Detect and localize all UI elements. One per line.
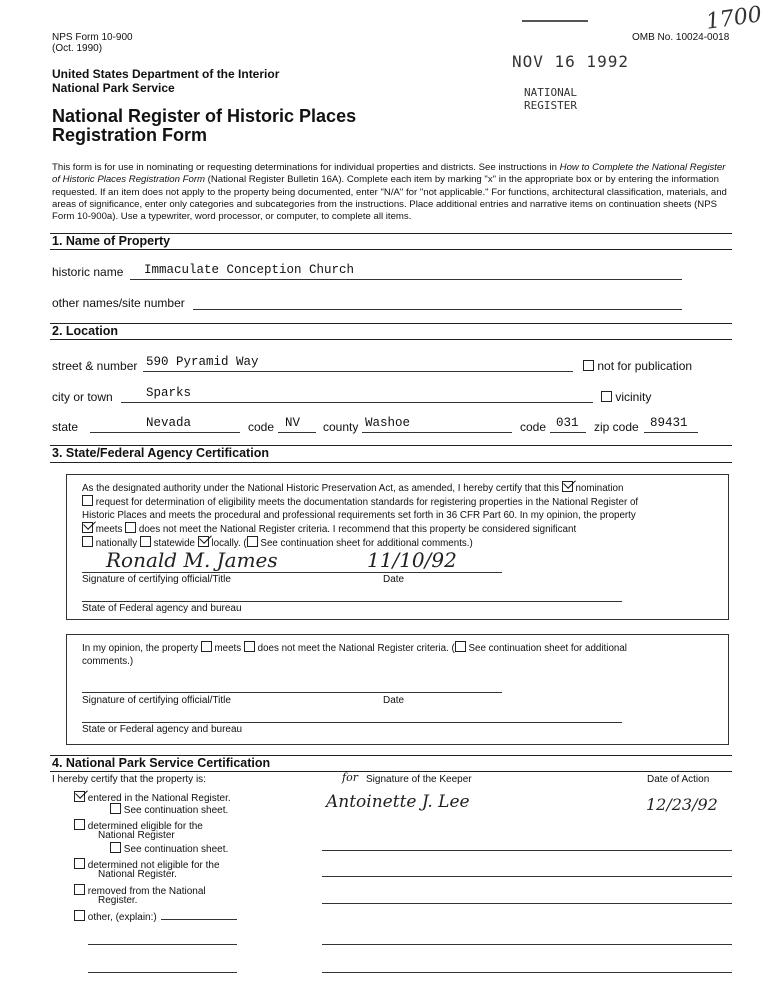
see-continuation-1[interactable]: [110, 803, 228, 816]
meets-checkbox[interactable]: [82, 522, 93, 533]
bureau-label: State of Federal agency and bureau: [82, 603, 242, 614]
other-option[interactable]: [74, 910, 157, 923]
form-title-line1: National Register of Historic Places: [52, 106, 357, 126]
see-continuation-1-label: See continuation sheet.: [123, 805, 229, 816]
cert-line1: As the designated authority under the National Historic Preservation Act, as amended, I hereby certify that this: [82, 483, 560, 494]
removed-option[interactable]: [74, 884, 206, 897]
street-label: street & number: [52, 359, 138, 373]
county-code-field[interactable]: 031: [556, 416, 579, 430]
section1-title: 1. Name of Property: [52, 234, 171, 248]
zip-line: [644, 432, 698, 433]
historic-name-label: historic name: [52, 265, 124, 279]
eligible-label2: National Register: [98, 830, 175, 841]
cert-line2: request for determination of eligibility meets the documentation standards for registering properties in the National Register of: [95, 497, 639, 508]
form-date: (Oct. 1990): [52, 43, 103, 54]
bureau-line: [82, 601, 622, 602]
certification-date: 11/10/92: [367, 548, 457, 572]
does-not-meet-checkbox[interactable]: [125, 522, 136, 533]
state-label: state: [52, 420, 79, 434]
received-stamp-line1: NATIONAL: [524, 86, 577, 99]
opinion-meets-checkbox[interactable]: [201, 641, 212, 652]
other-names-line: [193, 309, 682, 310]
section2-top-rule: [50, 323, 732, 324]
street-line: [143, 371, 573, 372]
not-for-publication-checkbox[interactable]: [583, 360, 594, 371]
other-line-1: [161, 919, 237, 920]
nationally-label: nationally: [95, 538, 138, 549]
removed-checkbox[interactable]: [74, 884, 85, 895]
keeper-line-3: [322, 903, 732, 904]
received-stamp-line2: REGISTER: [524, 99, 577, 112]
city-label: city or town: [52, 390, 113, 404]
bureau2-label: State or Federal agency and bureau: [82, 724, 243, 735]
state-code-field[interactable]: NV: [285, 416, 301, 430]
other-label: other, (explain:): [87, 912, 157, 923]
street-field[interactable]: 590 Pyramid Way: [146, 355, 259, 369]
not-eligible-label2: National Register.: [98, 869, 177, 880]
statewide-label: statewide: [153, 538, 195, 549]
corner-handwriting: 1700: [704, 2, 764, 35]
keeper-line-5: [322, 972, 732, 973]
nomination-checkbox[interactable]: [562, 481, 573, 492]
section3-bottom-rule: [50, 462, 732, 463]
request-determination-checkbox[interactable]: [82, 495, 93, 506]
keeper-line-1: [322, 850, 732, 851]
vicinity[interactable]: [601, 390, 651, 404]
signature-line: [82, 572, 502, 573]
omb-number: OMB No. 10024-0018: [632, 32, 730, 43]
other-line-3: [88, 972, 237, 973]
opinion-continuation-checkbox[interactable]: [455, 641, 466, 652]
bureau2-line: [82, 722, 622, 723]
removed-label2: Register.: [98, 895, 138, 906]
historic-name-line: [130, 279, 682, 280]
section4-title: 4. National Park Service Certification: [52, 756, 271, 770]
date-label: Date: [383, 574, 405, 585]
removed-label: removed from the National: [87, 886, 206, 897]
opinion-line1: In my opinion, the property: [82, 643, 198, 654]
signature-label: Signature of certifying official/Title: [82, 574, 231, 585]
opinion-continuation-label: See continuation sheet for additional: [468, 643, 627, 654]
entered-label: entered in the National Register.: [87, 793, 231, 804]
zip-label: zip code: [594, 420, 639, 434]
opinion-not-meets-checkbox[interactable]: [244, 641, 255, 652]
vicinity-checkbox[interactable]: [601, 391, 612, 402]
city-line: [121, 402, 593, 403]
other-names-label: other names/site number: [52, 296, 185, 310]
opinion-meets-label: meets: [214, 643, 242, 654]
vicinity-label: vicinity: [615, 390, 652, 404]
county-code-line: [550, 432, 586, 433]
nomination-label: nomination: [575, 483, 624, 494]
statewide-checkbox[interactable]: [140, 536, 151, 547]
county-field[interactable]: Washoe: [365, 416, 411, 430]
signature2-line: [82, 692, 502, 693]
certify-statement: I hereby certify that the property is:: [52, 774, 206, 785]
opinion-comments: comments.): [82, 656, 134, 667]
not-for-publication[interactable]: [583, 359, 692, 373]
section3-title: 3. State/Federal Agency Certification: [52, 446, 269, 460]
action-date: 12/23/92: [646, 795, 718, 814]
section2-title: 2. Location: [52, 324, 118, 338]
date-of-action-label: Date of Action: [647, 774, 710, 785]
keeper-line-2: [322, 876, 732, 877]
received-stamp-date: NOV 16 1992: [512, 52, 629, 71]
eligible-checkbox[interactable]: [74, 819, 85, 830]
service: National Park Service: [52, 81, 175, 95]
section1-bottom-rule: [50, 249, 732, 250]
see-continuation-2-label: See continuation sheet.: [123, 844, 229, 855]
other-checkbox[interactable]: [74, 910, 85, 921]
historic-name-field[interactable]: Immaculate Conception Church: [144, 263, 355, 277]
section4-bottom-rule: [50, 771, 732, 772]
does-not-meet-label: does not meet the National Register criteria. I recommend that this property be considered significant: [138, 524, 577, 535]
other-line-2: [88, 944, 237, 945]
state-code-line: [278, 432, 316, 433]
form-title-line2: Registration Form: [52, 125, 208, 145]
city-field[interactable]: Sparks: [146, 386, 192, 400]
locally-checkbox[interactable]: [198, 536, 209, 547]
department: United States Department of the Interior: [52, 67, 280, 81]
signature2-label: Signature of certifying official/Title: [82, 695, 231, 706]
keeper-signature: Antoinette J. Lee: [326, 792, 470, 812]
cert-line3: Historic Places and meets the procedural and professional requirements set forth in 36 CFR Part 60. In my opinion, the property: [82, 510, 636, 521]
county-line: [362, 432, 512, 433]
stamp-bar: [522, 20, 588, 22]
instructions-paragraph: This form is for use in nominating or requesting determinations for individual properties and districts. See instructions in How to Complete the National Register of Historic Places Registration Form (National Register Bulletin 16A). Complete each item by marking "x" in the appropriate box or by entering the information requested. If an item does not apply to the property being documented, enter "N/A" for "not applicable." For functions, architectural classification, materials, and areas of significance, enter only categories and subcategories from the instructions. Place additional entries and narrative items on continuation sheets (NPS Form 10-900a). Use a typewriter, word processor, or computer, to complete all items.: [52, 162, 727, 223]
county-label: county: [323, 420, 359, 434]
certification-text: As the designated authority under the National Historic Preservation Act, as amended, I hereby certify that this nomination request for determination of eligibility meets the documentation standards for registering properties in the National Register of Historic Places and meets the procedural and professional requirements set forth in 36 CFR Part 60. In my opinion, the property meets does not meet the National Register criteria. I recommend that this property be considered significant nationally statewide locally. ( See continuation sheet for additional comments.): [82, 481, 712, 550]
not-eligible-checkbox[interactable]: [74, 858, 85, 869]
date2-label: Date: [383, 695, 405, 706]
entered-checkbox[interactable]: [74, 791, 85, 802]
zip-field[interactable]: 89431: [650, 416, 688, 430]
keeper-label: Signature of the Keeper: [366, 774, 472, 785]
state-field[interactable]: Nevada: [146, 416, 192, 430]
keeper-prefix: for: [342, 771, 358, 784]
eligible-label: determined eligible for the: [87, 821, 203, 832]
nationally-checkbox[interactable]: [82, 536, 93, 547]
locally-label: locally.: [211, 538, 241, 549]
not-eligible-label: determined not eligible for the: [87, 860, 220, 871]
county-code-label: code: [520, 420, 547, 434]
see-continuation-2[interactable]: [110, 842, 228, 855]
opinion-not-meets-label: does not meet the National Register criteria. (: [257, 643, 455, 654]
keeper-line-4: [322, 944, 732, 945]
form-number: NPS Form 10-900: [52, 32, 133, 43]
see-continuation-1-checkbox[interactable]: [110, 803, 121, 814]
opinion-text: [82, 641, 712, 668]
section2-bottom-rule: [50, 339, 732, 340]
continuation-label: See continuation sheet for additional comments.): [260, 538, 473, 549]
state-code-label: code: [248, 420, 275, 434]
state-line: [90, 432, 240, 433]
continuation-checkbox[interactable]: [247, 536, 258, 547]
certifying-signature: Ronald M. James: [106, 548, 278, 572]
see-continuation-2-checkbox[interactable]: [110, 842, 121, 853]
meets-label: meets: [95, 524, 123, 535]
not-for-publication-label: not for publication: [597, 359, 693, 373]
